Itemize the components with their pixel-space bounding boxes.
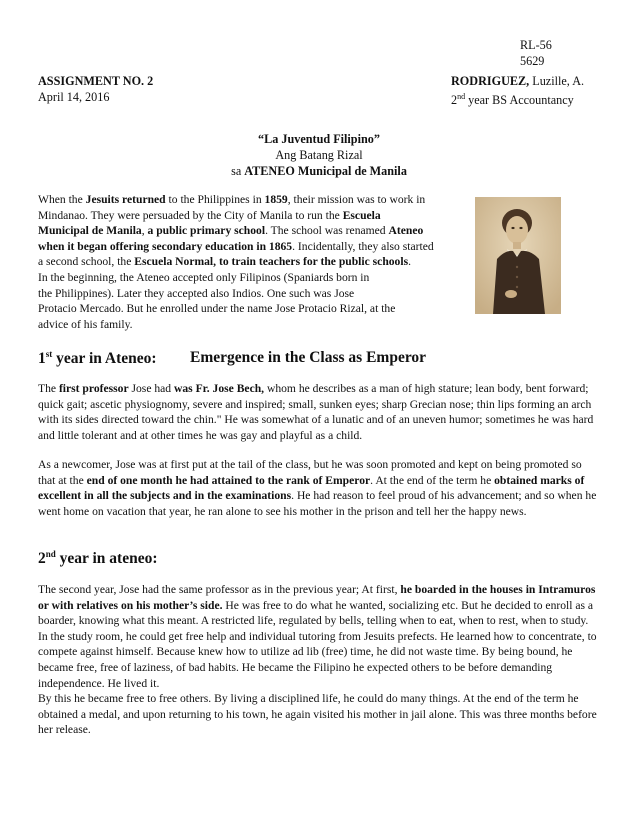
doc-school (0, 163, 638, 179)
section-1-subtitle: Emergence in the Class as Emperor (190, 349, 427, 366)
paragraph-first-professor: The first professor Jose had was Fr. Jose Bech, whom he describes as a man of high stature; lean body, bent forward; quick gait; ascetic physiognomy, severe and inspired; small, sunken eyes; sharp Grecian nose; thin lips forming an arch with its sides directed toward the chin." He was somewhat of a lunatic and of an uneven humor; sometimes he was hard and little tolerant and at other times he was gay and playful as a child. (38, 382, 594, 442)
author-first-name: Luzille, A. (529, 74, 585, 88)
rizal-photo (475, 197, 561, 314)
intro-paragraph: When the Jesuits returned to the Philippines in 1859, their mission was to work in Mindanao. They were persuaded by the City of Manila to run the Escuela Municipal de Manila, a public primary school. The school was renamed Ateneo when it began offering secondary education in 1865. Incidentally, they also started a second school, the Escuela Normal, to train teachers for the public schools. In the beginning, the Ateneo accepted only Filipinos (Spaniards born in the Philippines). Later they accepted also Indios. One such was Jose Protacio Mercado. But he enrolled under the name Jose Protacio Rizal, at the advice of his family. (38, 193, 434, 331)
author-name (451, 73, 584, 89)
year-course: year BS Accountancy (465, 93, 574, 108)
doc-code-2: 5629 (520, 54, 545, 68)
doc-title: “La Juventud Filipino” (258, 132, 380, 146)
paragraph-second-year: The second year, Jose had the same professor as in the previous year; At first, he boarded in the houses in Intramuros or with relatives on his mother’s side. He was free to do what he wanted, socializing etc. But he decided to enroll as a boarder, knowing what this meant. A restricted life, regulated by bells, telling when to eat, when to rest, when to study. In the study room, he could get free help and individual tutoring from Jesuits prefects. He learned how to concentrate, to compete against himself. Because knew how to utilize ad lib (free) time, he did not waste time. By being bound, he became free, free of laziness, of bad habits. He became the Filipino he expected others to be before demanding independence. He lived it. By this he became free to free others. By living a disciplined life, he could do many things. At the end of the term he obtained a medal, and upon returning to his town, he again visited his mother in jail alone. This was three months before her release. (38, 583, 597, 737)
paragraph-newcomer: As a newcomer, Jose was at first put at the tail of the class, but he was soon promoted and kept on being promoted so that at the end of one month he had attained to the rank of Emperor. At the end of the term he obtained marks of excellent in all the subjects and in the examinations. He had reason to feel proud of his advancement; and so when he went home on vacation that year, he ran alone to see his mother in the prison and tell her the happy news. (38, 458, 597, 518)
doc-school-prefix: sa (231, 164, 245, 178)
section-1-heading: 1st year in Ateneo: (38, 349, 157, 368)
section-2-heading: 2nd year in ateneo: (38, 549, 158, 568)
doc-subtitle: Ang Batang Rizal (275, 148, 363, 162)
year-suffix: nd (457, 92, 466, 101)
year-number: 2 (451, 93, 458, 108)
assignment-title: ASSIGNMENT NO. 2 (38, 74, 154, 88)
author-year (451, 89, 574, 108)
assignment-date: April 14, 2016 (38, 90, 110, 104)
doc-code-1: RL-56 (520, 38, 552, 52)
doc-school-name: ATENEO Municipal de Manila (244, 164, 407, 178)
author-last-name: RODRIGUEZ, (451, 74, 530, 88)
rizal-portrait-image (475, 197, 561, 314)
